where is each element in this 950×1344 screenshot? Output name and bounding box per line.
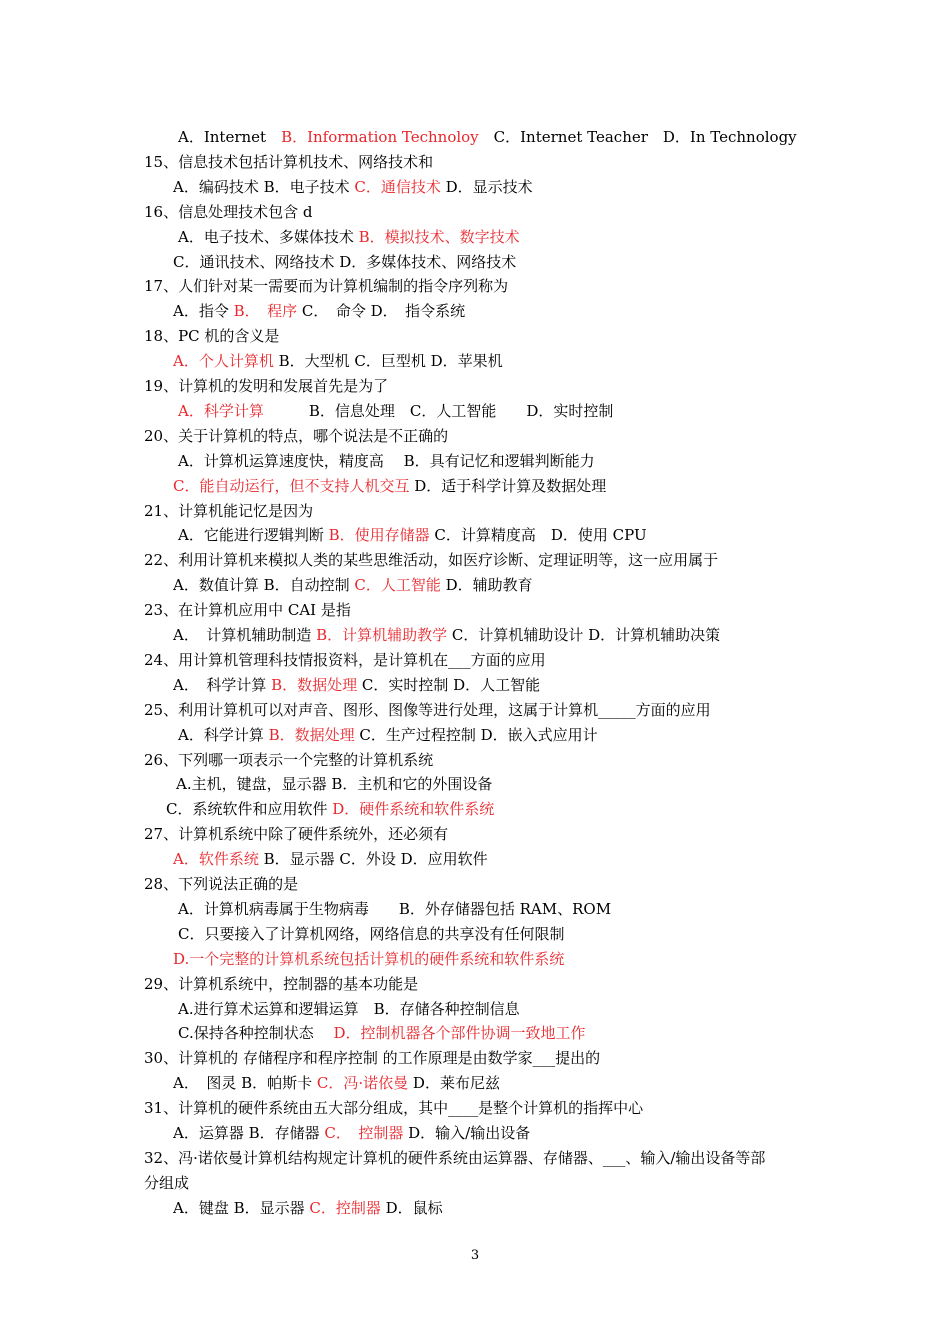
answer-text: D．硬件系统和软件系统 <box>332 800 495 818</box>
text-segment: A．编码技术 B．电子技术 <box>173 178 355 196</box>
text-segment: A． 图灵 B．帕斯卡 <box>173 1074 317 1092</box>
answer-text: B．使用存储器 <box>328 526 430 544</box>
text-line <box>144 874 298 894</box>
answer-text: A．科学计算 <box>178 402 264 420</box>
text-segment: A． 计算机辅助制造 <box>173 626 317 644</box>
answer-text: B．Information Technoloy <box>281 128 479 146</box>
answer-text: B．数据处理 <box>268 726 355 744</box>
text-line <box>144 1148 765 1168</box>
text-line <box>173 849 488 869</box>
text-segment: 18、PC 机的含义是 <box>144 327 280 345</box>
text-segment: A．运算器 B．存储器 <box>173 1124 325 1142</box>
text-line <box>173 301 465 321</box>
text-segment: 23、在计算机应用中 CAI 是指 <box>144 601 351 619</box>
text-line <box>173 177 533 197</box>
text-line <box>144 650 546 670</box>
text-line <box>166 799 494 819</box>
text-line <box>178 999 520 1019</box>
text-segment: 30、计算机的 存储程序和程序控制 的工作原理是由数学家___提出的 <box>144 1049 601 1067</box>
text-segment: A．Internet <box>178 128 282 146</box>
text-line <box>173 1073 500 1093</box>
answer-text: A．个人计算机 <box>173 352 274 370</box>
text-segment: C．计算精度高 D．使用 CPU <box>429 526 647 544</box>
text-line <box>144 426 448 446</box>
text-line <box>173 1123 530 1143</box>
text-segment: 分组成 <box>144 1174 190 1192</box>
text-line <box>144 1098 643 1118</box>
text-line <box>173 476 606 496</box>
text-segment: 21、计算机能记忆是因为 <box>144 502 314 520</box>
text-segment: 27、计算机系统中除了硬件系统外，还必须有 <box>144 825 449 843</box>
text-line <box>173 949 564 969</box>
text-line <box>173 625 720 645</box>
text-line <box>178 725 598 745</box>
answer-text: A．软件系统 <box>173 850 259 868</box>
answer-text: D.一个完整的计算机系统包括计算机的硬件系统和软件系统 <box>173 950 565 968</box>
text-segment: A．它能进行逻辑判断 <box>178 526 329 544</box>
text-line <box>144 376 388 396</box>
text-line <box>144 501 313 521</box>
answer-text: B．计算机辅助教学 <box>316 626 448 644</box>
text-segment: 32、冯·诺依曼计算机结构规定计算机的硬件系统由运算器、存储器、___、输入/输出设备等部 <box>144 1149 766 1167</box>
text-segment: 15、信息技术包括计算机技术、网络技术和 <box>144 153 434 171</box>
answer-text: B． 程序 <box>233 302 298 320</box>
text-segment: A． 科学计算 <box>173 676 272 694</box>
text-segment: 17、人们针对某一需要而为计算机编制的指令序列称为 <box>144 277 509 295</box>
text-line <box>144 750 433 770</box>
text-line <box>176 774 492 794</box>
text-segment: A．键盘 B．显示器 <box>173 1199 310 1217</box>
answer-text: C．通信技术 <box>354 178 441 196</box>
text-segment: C.保持各种控制状态 <box>178 1024 334 1042</box>
text-line <box>178 401 613 421</box>
text-line <box>144 824 448 844</box>
text-segment: C．只要接入了计算机网络，网络信息的共享没有任何限制 <box>178 925 565 943</box>
text-segment: D．适于科学计算及数据处理 <box>409 477 607 495</box>
text-line <box>144 600 351 620</box>
text-line <box>144 1048 600 1068</box>
text-line <box>173 675 540 695</box>
text-segment: 16、信息处理技术包含 d <box>144 203 313 221</box>
text-segment: A．电子技术、多媒体技术 <box>178 228 359 246</box>
text-segment: 25、利用计算机可以对声音、图形、图像等进行处理，这属于计算机_____方面的应用 <box>144 701 711 719</box>
text-segment: D．显示技术 <box>440 178 533 196</box>
text-segment: A．科学计算 <box>178 726 269 744</box>
text-segment: D．莱布尼兹 <box>408 1074 500 1092</box>
answer-text: C．控制器 <box>309 1199 381 1217</box>
text-line <box>178 227 520 247</box>
text-segment: C．通讯技术、网络技术 D．多媒体技术、网络技术 <box>173 253 517 271</box>
text-segment: A.进行算术运算和逻辑运算 B．存储各种控制信息 <box>178 1000 520 1018</box>
text-line <box>144 276 508 296</box>
text-segment: A．计算机运算速度快，精度高 B．具有记忆和逻辑判断能力 <box>178 452 595 470</box>
text-segment: D．输入/输出设备 <box>403 1124 531 1142</box>
text-segment: C．系统软件和应用软件 <box>166 800 333 818</box>
text-segment: C．实时控制 D．人工智能 <box>357 676 541 694</box>
answer-text: C．能自动运行，但不支持人机交互 <box>173 477 410 495</box>
text-segment: B．大型机 C．巨型机 D．苹果机 <box>273 352 503 370</box>
text-line <box>144 974 418 994</box>
text-line <box>144 550 718 570</box>
text-segment: D．鼠标 <box>380 1199 443 1217</box>
text-line <box>178 127 797 147</box>
text-line <box>178 899 611 919</box>
text-line <box>144 700 711 720</box>
text-segment: B．显示器 C．外设 D．应用软件 <box>258 850 488 868</box>
text-line <box>178 525 647 545</box>
text-segment: 22、利用计算机来模拟人类的某些思维活动，如医疗诊断、定理证明等，这一应用属于 <box>144 551 719 569</box>
text-segment: C．生产过程控制 D．嵌入式应用计 <box>354 726 598 744</box>
text-segment: A．计算机病毒属于生物病毒 B．外存储器包括 RAM、ROM <box>178 900 612 918</box>
text-line <box>173 252 516 272</box>
text-segment: 20、关于计算机的特点，哪个说法是不正确的 <box>144 427 449 445</box>
text-segment: 28、下列说法正确的是 <box>144 875 299 893</box>
text-line <box>173 575 533 595</box>
text-segment: A．指令 <box>173 302 234 320</box>
text-line <box>173 351 503 371</box>
text-line <box>178 924 564 944</box>
text-segment: C． 命令 D． 指令系统 <box>297 302 466 320</box>
text-segment: A.主机，键盘，显示器 B．主机和它的外围设备 <box>176 775 493 793</box>
text-segment: C．计算机辅助设计 D．计算机辅助决策 <box>447 626 721 644</box>
text-line <box>144 326 279 346</box>
text-segment: 24、用计算机管理科技情报资料，是计算机在___方面的应用 <box>144 651 546 669</box>
answer-text: C． 控制器 <box>324 1124 404 1142</box>
text-segment: C．Internet Teacher D．In Technology <box>478 128 797 146</box>
text-segment: B．信息处理 C．人工智能 D．实时控制 <box>263 402 614 420</box>
text-segment: 31、计算机的硬件系统由五大部分组成，其中____是整个计算机的指挥中心 <box>144 1099 644 1117</box>
text-line <box>144 1173 189 1193</box>
page-number: 3 <box>470 1248 480 1263</box>
answer-text: B．数据处理 <box>271 676 358 694</box>
text-line <box>178 451 595 471</box>
text-line <box>144 202 312 222</box>
text-line <box>173 1198 443 1218</box>
answer-text: C．冯·诺依曼 <box>316 1074 409 1092</box>
text-line <box>178 1023 586 1043</box>
answer-text: C．人工智能 <box>354 576 441 594</box>
answer-text: B．模拟技术、数字技术 <box>358 228 520 246</box>
answer-text: D．控制机器各个部件协调一致地工作 <box>333 1024 586 1042</box>
text-segment: 29、计算机系统中，控制器的基本功能是 <box>144 975 419 993</box>
text-segment: D．辅助教育 <box>440 576 533 594</box>
text-segment: A．数值计算 B．自动控制 <box>173 576 355 594</box>
text-line <box>144 152 433 172</box>
text-segment: 26、下列哪一项表示一个完整的计算机系统 <box>144 751 434 769</box>
text-segment: 19、计算机的发明和发展首先是为了 <box>144 377 389 395</box>
